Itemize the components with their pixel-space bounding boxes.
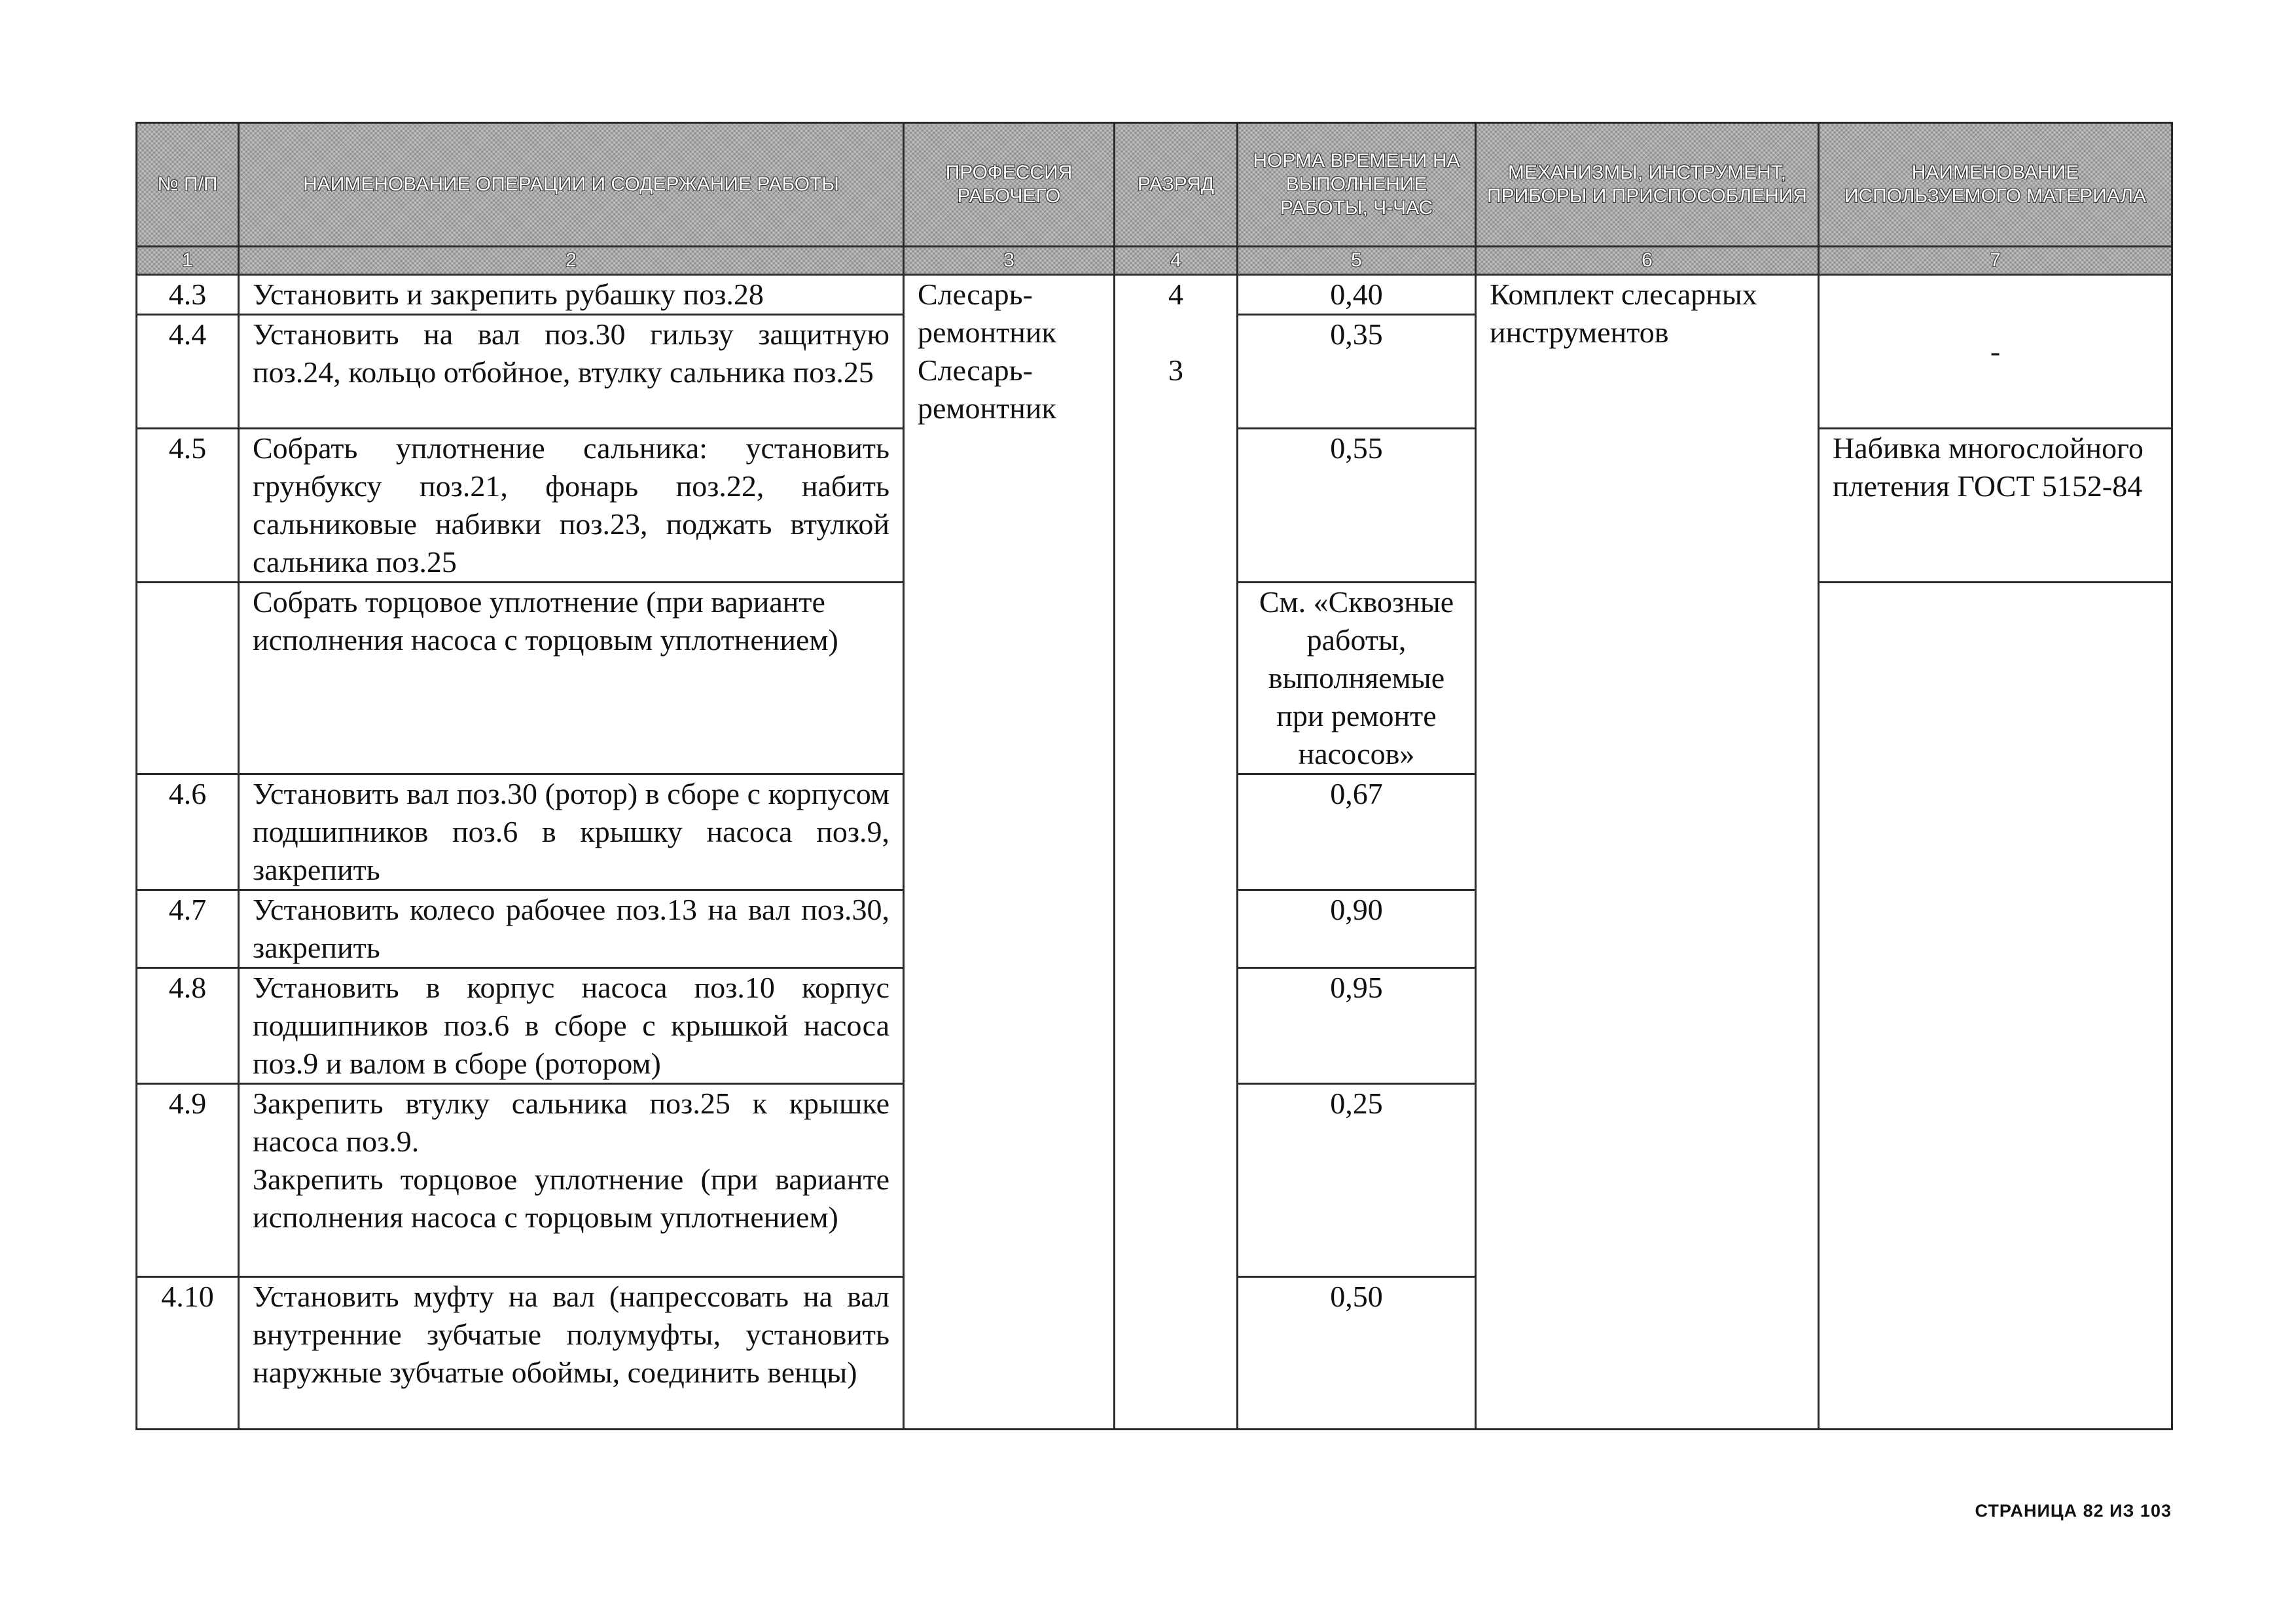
page-number: СТРАНИЦА 82 ИЗ 103 — [1975, 1501, 2172, 1521]
header-tools: МЕХАНИЗМЫ, ИНСТРУМЕНТ, ПРИБОРЫ И ПРИСПОСОБЛЕНИЯ — [1476, 123, 1819, 247]
column-number: 3 — [904, 247, 1115, 275]
row-number: 4.5 — [137, 429, 239, 583]
time-norm: См. «Сквозные работы, выполняемые при ремонте насосов» — [1238, 583, 1476, 774]
column-number-row — [137, 247, 2172, 275]
grade-value: 4 — [1168, 278, 1183, 311]
header-number: № П/П — [137, 123, 239, 247]
time-norm: 0,25 — [1238, 1084, 1476, 1277]
row-number: 4.6 — [137, 774, 239, 890]
table-row — [137, 275, 2172, 315]
row-number: 4.9 — [137, 1084, 239, 1277]
tools-text: Комплект слесарных инструментов — [1476, 275, 1819, 1430]
header-grade: РАЗРЯД — [1115, 123, 1238, 247]
material-text: Набивка многослойного плетения ГОСТ 5152-84 — [1819, 429, 2172, 583]
profession-text: Слесарь-ремонтник — [918, 353, 1056, 425]
time-norm: 0,55 — [1238, 429, 1476, 583]
row-number: 4.7 — [137, 890, 239, 968]
time-norm: 0,95 — [1238, 968, 1476, 1084]
column-number: 1 — [137, 247, 239, 275]
grade-cell — [1115, 275, 1238, 1430]
column-number: 6 — [1476, 247, 1819, 275]
operation-text: Закрепить торцовое уплотнение (при варианте исполнения насоса с торцовым уплотнением) — [253, 1163, 889, 1234]
operation-text: Установить колесо рабочее поз.13 на вал поз.30, закрепить — [239, 890, 904, 968]
header-time-norm: НОРМА ВРЕМЕНИ НА ВЫПОЛНЕНИЕ РАБОТЫ, Ч-ЧАС — [1238, 123, 1476, 247]
profession-text: Слесарь-ремонтник — [918, 278, 1056, 349]
row-number: 4.4 — [137, 315, 239, 429]
operation-text: Собрать уплотнение сальника: установить грунбуксу поз.21, фонарь поз.22, набить сальниковые набивки поз.23, поджать втулкой сальника поз.25 — [239, 429, 904, 583]
operations-table — [135, 122, 2173, 1430]
row-number: 4.10 — [137, 1277, 239, 1430]
row-number: 4.3 — [137, 275, 239, 315]
header-material: НАИМЕНОВАНИЕ ИСПОЛЬЗУЕМОГО МАТЕРИАЛА — [1819, 123, 2172, 247]
row-number: 4.8 — [137, 968, 239, 1084]
operation-text: Установить на вал поз.30 гильзу защитную поз.24, кольцо отбойное, втулку сальника поз.25 — [239, 315, 904, 429]
material-empty-cell — [1819, 583, 2172, 1430]
header-operation: НАИМЕНОВАНИЕ ОПЕРАЦИИ И СОДЕРЖАНИЕ РАБОТЫ — [239, 123, 904, 247]
header-profession: ПРОФЕССИЯ РАБОЧЕГО — [904, 123, 1115, 247]
header-row — [137, 123, 2172, 247]
time-norm: 0,67 — [1238, 774, 1476, 890]
profession-cell — [904, 275, 1115, 1430]
column-number: 4 — [1115, 247, 1238, 275]
column-number: 2 — [239, 247, 904, 275]
row-number — [137, 583, 239, 774]
time-norm: 0,40 — [1238, 275, 1476, 315]
operation-cell — [239, 1084, 904, 1277]
operation-text: Установить вал поз.30 (ротор) в сборе с корпусом подшипников поз.6 в крышку насоса поз.9, закрепить — [239, 774, 904, 890]
material-text: - — [1819, 275, 2172, 429]
grade-value: 3 — [1168, 353, 1183, 387]
operation-text: Закрепить втулку сальника поз.25 к крышке насоса поз.9. — [253, 1087, 889, 1158]
time-norm: 0,90 — [1238, 890, 1476, 968]
operation-text: Установить муфту на вал (напрессовать на вал внутренние зубчатые полумуфты, установить наружные зубчатые обоймы, соединить венцы) — [239, 1277, 904, 1430]
operation-text: Установить в корпус насоса поз.10 корпус подшипников поз.6 в сборе с крышкой насоса поз.9 и валом в сборе (ротором) — [239, 968, 904, 1084]
column-number: 5 — [1238, 247, 1476, 275]
operation-text: Установить и закрепить рубашку поз.28 — [239, 275, 904, 315]
time-norm: 0,35 — [1238, 315, 1476, 429]
time-norm: 0,50 — [1238, 1277, 1476, 1430]
operation-text: Собрать торцовое уплотнение (при варианте исполнения насоса с торцовым уплотнением) — [239, 583, 904, 774]
column-number: 7 — [1819, 247, 2172, 275]
